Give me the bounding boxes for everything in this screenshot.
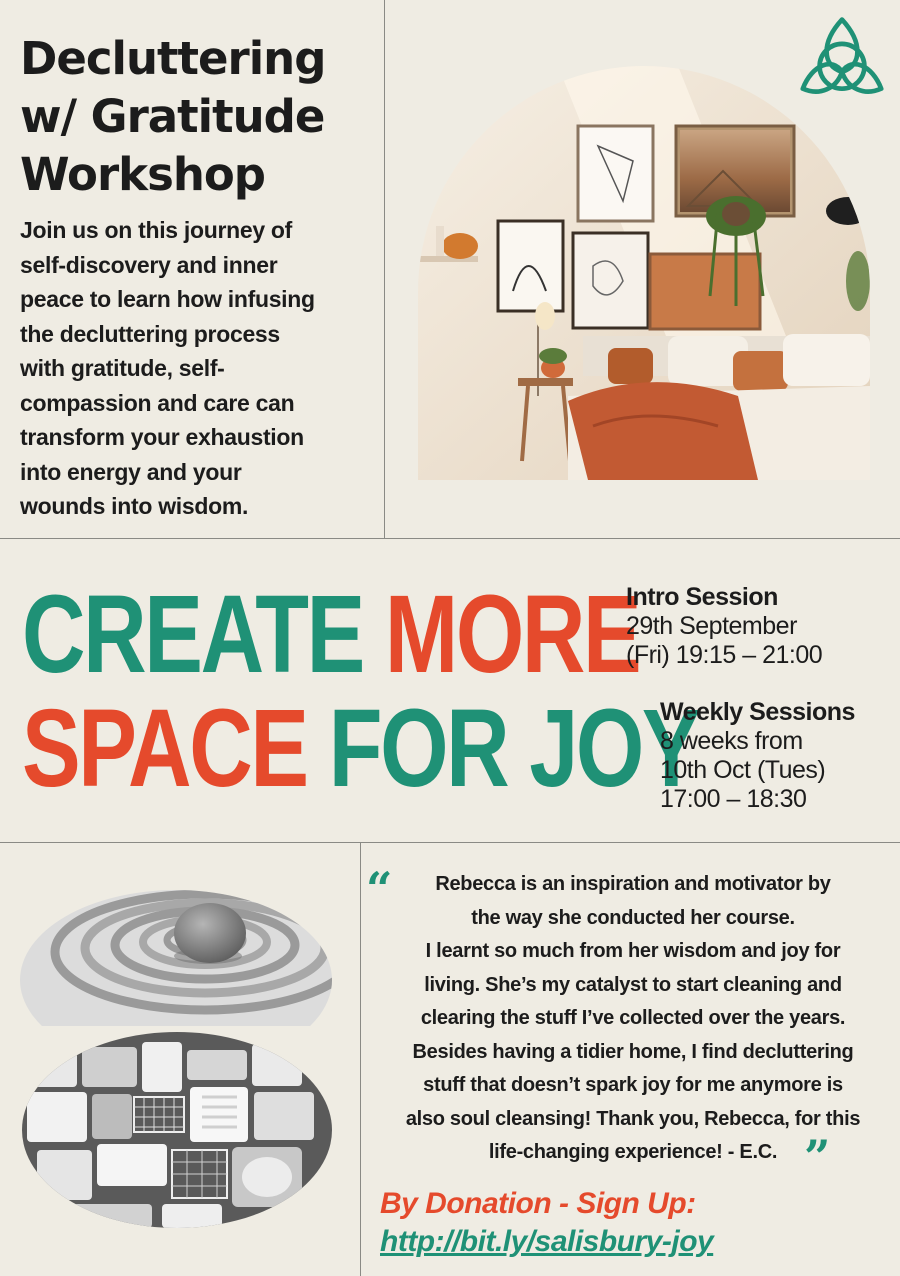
intro-line: self-discovery and inner [20, 251, 278, 278]
headline-word-more: MORE [384, 573, 640, 696]
testimonial-line: clearing the stuff I’ve collected over the years. [420, 1007, 846, 1029]
close-quote-icon: ” [804, 1130, 831, 1184]
testimonial-line: stuff that doesn’t spark joy for me anymore is [423, 1074, 843, 1096]
testimonial-line: Rebecca is an inspiration and motivator by [435, 873, 831, 895]
headline-line-1 [22, 573, 698, 696]
weekly-sessions-heading: Weekly Sessions [660, 698, 855, 726]
headline-word-for-joy: FOR JOY [328, 687, 699, 810]
weekly-sessions-time: 17:00 – 18:30 [660, 785, 807, 813]
weekly-sessions-duration: 8 weeks from [660, 727, 803, 755]
weekly-sessions-info [660, 698, 855, 814]
title-line: Decluttering [20, 32, 326, 85]
workshop-title [20, 30, 370, 204]
testimonial-line: I learnt so much from her wisdom and joy for [425, 940, 841, 962]
divider-bottom [0, 842, 900, 843]
donation-signup-label: By Donation - Sign Up: [380, 1187, 696, 1220]
intro-paragraph [20, 213, 368, 524]
testimonial-line: life-changing experience! - E.C. [488, 1141, 778, 1163]
weekly-sessions-start: 10th Oct (Tues) [660, 756, 826, 784]
zen-garden-image [20, 890, 332, 1026]
intro-line: peace to learn how infusing [20, 286, 315, 312]
signup-link[interactable]: http://bit.ly/salisbury-joy [380, 1225, 714, 1258]
divider-top [0, 538, 900, 539]
title-line: w/ Gratitude [20, 90, 325, 143]
testimonial-quote [378, 868, 888, 1170]
intro-line: with gratitude, self- [20, 355, 225, 381]
testimonial-line: Besides having a tidier home, I find decluttering [412, 1040, 854, 1063]
testimonial-line: also soul cleansing! Thank you, Rebecca, for this [405, 1107, 861, 1130]
intro-session-time: (Fri) 19:15 – 21:00 [626, 641, 823, 669]
intro-line: compassion and care can [20, 389, 295, 416]
intro-session-heading: Intro Session [626, 583, 778, 611]
bedroom-image [418, 66, 870, 480]
headline-word-space: SPACE [22, 687, 307, 810]
divider-vertical-top [384, 0, 385, 538]
intro-session-date: 29th September [626, 612, 797, 640]
intro-session-info [626, 583, 822, 670]
title-line: Workshop [20, 148, 266, 201]
open-quote-icon: “ [366, 862, 393, 916]
intro-line: wounds into wisdom. [20, 493, 249, 519]
intro-line: Join us on this journey of [20, 217, 293, 243]
storage-containers-image [22, 1032, 332, 1228]
headline-word-create: CREATE [22, 573, 363, 696]
testimonial-line: the way she conducted her course. [471, 906, 795, 929]
headline-line-2 [22, 687, 699, 810]
testimonial-line: living. She’s my catalyst to start cleaning and [424, 973, 842, 996]
divider-vertical-bottom [360, 842, 361, 1276]
intro-line: into energy and your [20, 458, 242, 485]
headline [22, 573, 699, 810]
intro-line: transform your exhaustion [20, 424, 304, 450]
intro-line: the decluttering process [20, 320, 280, 347]
